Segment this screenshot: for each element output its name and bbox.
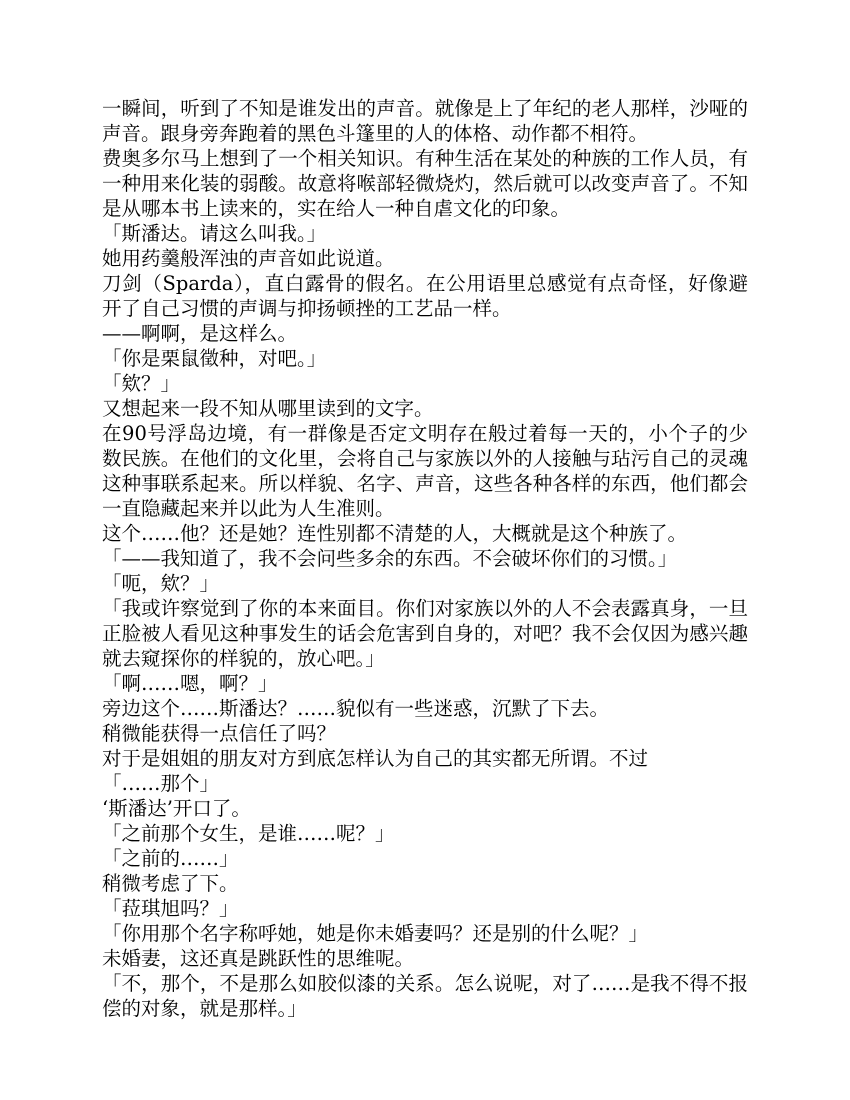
paragraph: 一瞬间，听到了不知是谁发出的声音。就像是上了年纪的老人那样，沙哑的声音。跟身旁奔跑着的黑色斗篷里的人的体格、动作都不相符。 [102,97,748,145]
dialogue-line: 「你用那个名字称呼她，她是你未婚妻吗？还是别的什么呢？」 [102,922,649,945]
paragraph: 她用药羹般浑浊的声音如此说道。 [102,247,395,270]
dialogue-line: 「之前那个女生，是谁……呢？」 [102,822,395,845]
dialogue-line: 「我或许察觉到了你的本来面目。你们对家族以外的人不会表露真身，一旦正脸被人看见这种事发生的话会危害到自身的，对吧？我不会仅因为感兴趣就去窥探你的样貌的，放心吧。」 [102,597,748,670]
document-page [102,96,748,1021]
dialogue-line: 「你是栗鼠徵种，对吧。」 [102,347,327,370]
paragraph: 这个……他？还是她？连性别都不清楚的人，大概就是这个种族了。 [102,522,688,545]
dialogue-line: 「……那个」 [102,772,220,795]
paragraph: 对于是姐姐的朋友对方到底怎样认为自己的其实都无所谓。不过 [102,747,649,770]
paragraph: 未婚妻，这还真是跳跃性的思维呢。 [102,947,415,970]
paragraph: ‘斯潘达’开口了。 [102,797,251,820]
paragraph: 费奥多尔马上想到了一个相关知识。有种生活在某处的种族的工作人员，有一种用来化装的弱酸。故意将喉部轻微烧灼，然后就可以改变声音了。不知是从哪本书上读来的，实在给人一种自虐文化的印象。 [102,147,748,220]
dialogue-line: 「呃，欸？」 [102,572,220,595]
dialogue-line: 「之前的……」 [102,847,239,870]
paragraph: 在90号浮岛边境，有一群像是否定文明存在般过着每一天的，小个子的少数民族。在他们的文化里，会将自己与家族以外的人接触与玷污自己的灵魂这种事联系起来。所以样貌、名字、声音，这些各种各样的东西，他们都会一直隐藏起来并以此为人生准则。 [102,422,748,520]
paragraph: 旁边这个……斯潘达？……貌似有一些迷惑，沉默了下去。 [102,697,610,720]
paragraph: ——啊啊，是这样么。 [102,322,298,345]
paragraph: 又想起来一段不知从哪里读到的文字。 [102,397,434,420]
dialogue-line: 「——我知道了，我不会问些多余的东西。不会破坏你们的习惯。」 [102,547,678,570]
paragraph: 刀剑（Sparda），直白露骨的假名。在公用语里总感觉有点奇怪，好像避开了自己习惯的声调与抑扬顿挫的工艺品一样。 [102,272,748,320]
dialogue-line: 「菈琪旭吗？」 [102,897,239,920]
paragraph: 稍微考虑了下。 [102,872,239,895]
dialogue-line: 「不，那个，不是那么如胶似漆的关系。怎么说呢，对了……是我不得不报偿的对象，就是那样。」 [102,972,748,1020]
paragraph: 稍微能获得一点信任了吗？ [102,722,337,745]
dialogue-line: 「欸？」 [102,372,181,395]
dialogue-line: 「啊……嗯，啊？」 [102,672,278,695]
dialogue-line: 「斯潘达。请这么叫我。」 [102,222,327,245]
